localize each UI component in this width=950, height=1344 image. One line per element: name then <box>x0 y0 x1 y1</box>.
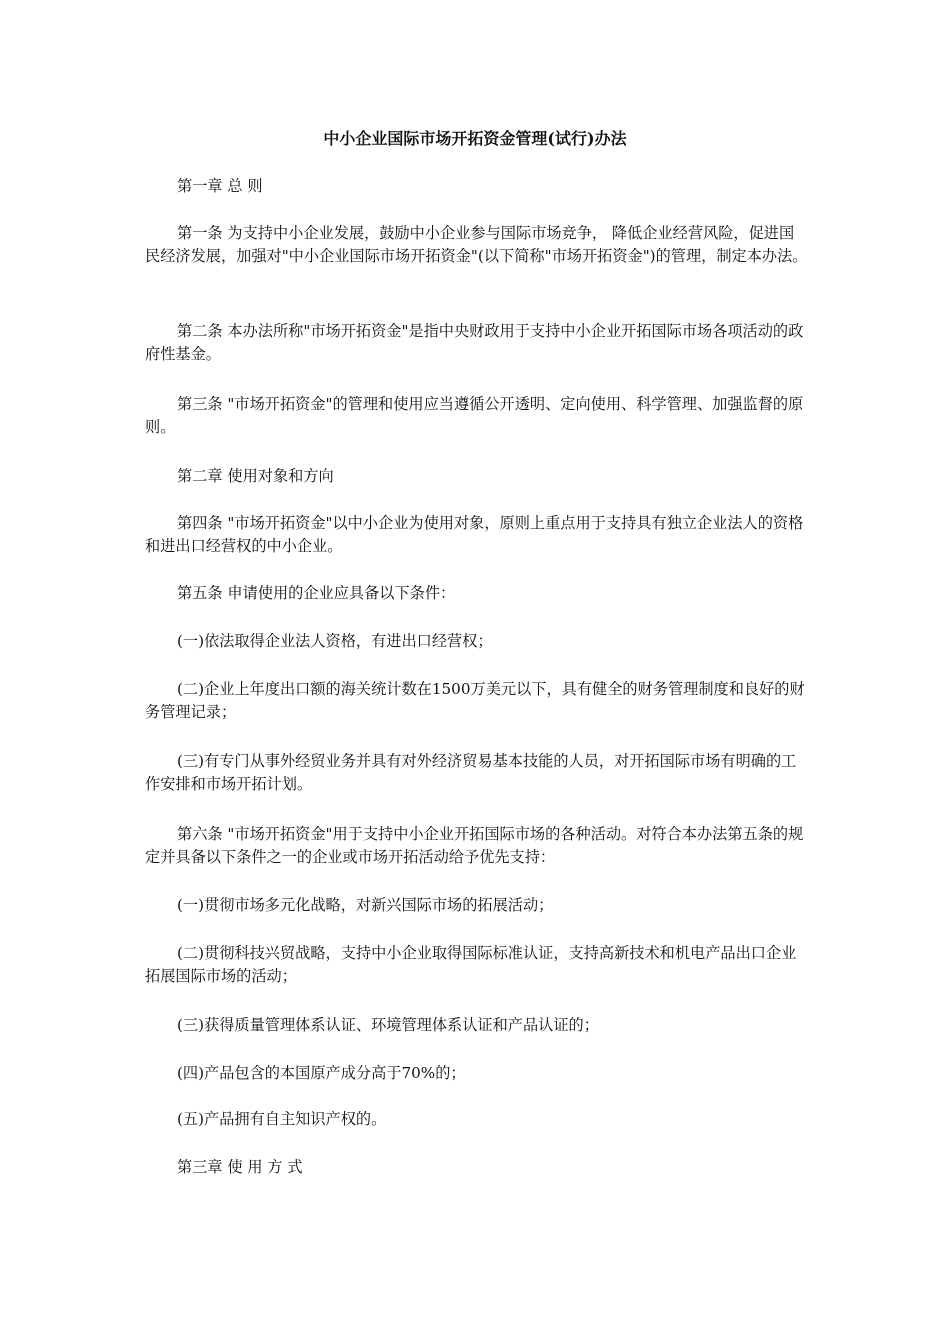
chapter-3-heading: 第三章 使 用 方 式 <box>177 1158 303 1176</box>
chapter-2-heading: 第二章 使用对象和方向 <box>177 467 334 485</box>
article-6-item-2: (二)贯彻科技兴贸战略，支持中小企业取得国际标准认证，支持高新技术和机电产品出口企业拓展国际市场的活动； <box>145 944 797 985</box>
article-3: 第三条 "市场开拓资金"的管理和使用应当遵循公开透明、定向使用、科学管理、加强监督的原则。 <box>145 395 804 436</box>
article-2: 第二条 本办法所称"市场开拓资金"是指中央财政用于支持中小企业开拓国际市场各项活动的政府性基金。 <box>145 322 804 363</box>
article-5-item-1: (一)依法取得企业法人资格，有进出口经营权； <box>177 632 493 650</box>
article-6-item-4: (四)产品包含的本国原产成分高于70%的； <box>177 1064 466 1082</box>
article-6-item-5: (五)产品拥有自主知识产权的。 <box>177 1110 387 1128</box>
article-5-item-3: (三)有专门从事外经贸业务并具有对外经济贸易基本技能的人员，对开拓国际市场有明确的工作安排和市场开拓计划。 <box>145 752 797 793</box>
document-title: 中小企业国际市场开拓资金管理(试行)办法 <box>323 129 627 148</box>
article-6-item-1: (一)贯彻市场多元化战略，对新兴国际市场的拓展活动； <box>177 896 554 914</box>
article-1: 第一条 为支持中小企业发展，鼓励中小企业参与国际市场竞争， 降低企业经营风险，促进国民经济发展，加强对"中小企业国际市场开拓资金"(以下简称"市场开拓资金")的管理，制定本办法。 <box>145 224 808 265</box>
article-5: 第五条 申请使用的企业应具备以下条件： <box>177 584 456 602</box>
article-6: 第六条 "市场开拓资金"用于支持中小企业开拓国际市场的各种活动。对符合本办法第五条的规定并具备以下条件之一的企业或市场开拓活动给予优先支持： <box>145 825 804 866</box>
article-6-item-3: (三)获得质量管理体系认证、环境管理体系认证和产品认证的； <box>177 1016 599 1034</box>
article-4: 第四条 "市场开拓资金"以中小企业为使用对象，原则上重点用于支持具有独立企业法人的资格和进出口经营权的中小企业。 <box>145 514 804 555</box>
chapter-1-heading: 第一章 总 则 <box>177 177 263 195</box>
article-5-item-2: (二)企业上年度出口额的海关统计数在1500万美元以下，具有健全的财务管理制度和良好的财务管理记录； <box>145 680 805 721</box>
